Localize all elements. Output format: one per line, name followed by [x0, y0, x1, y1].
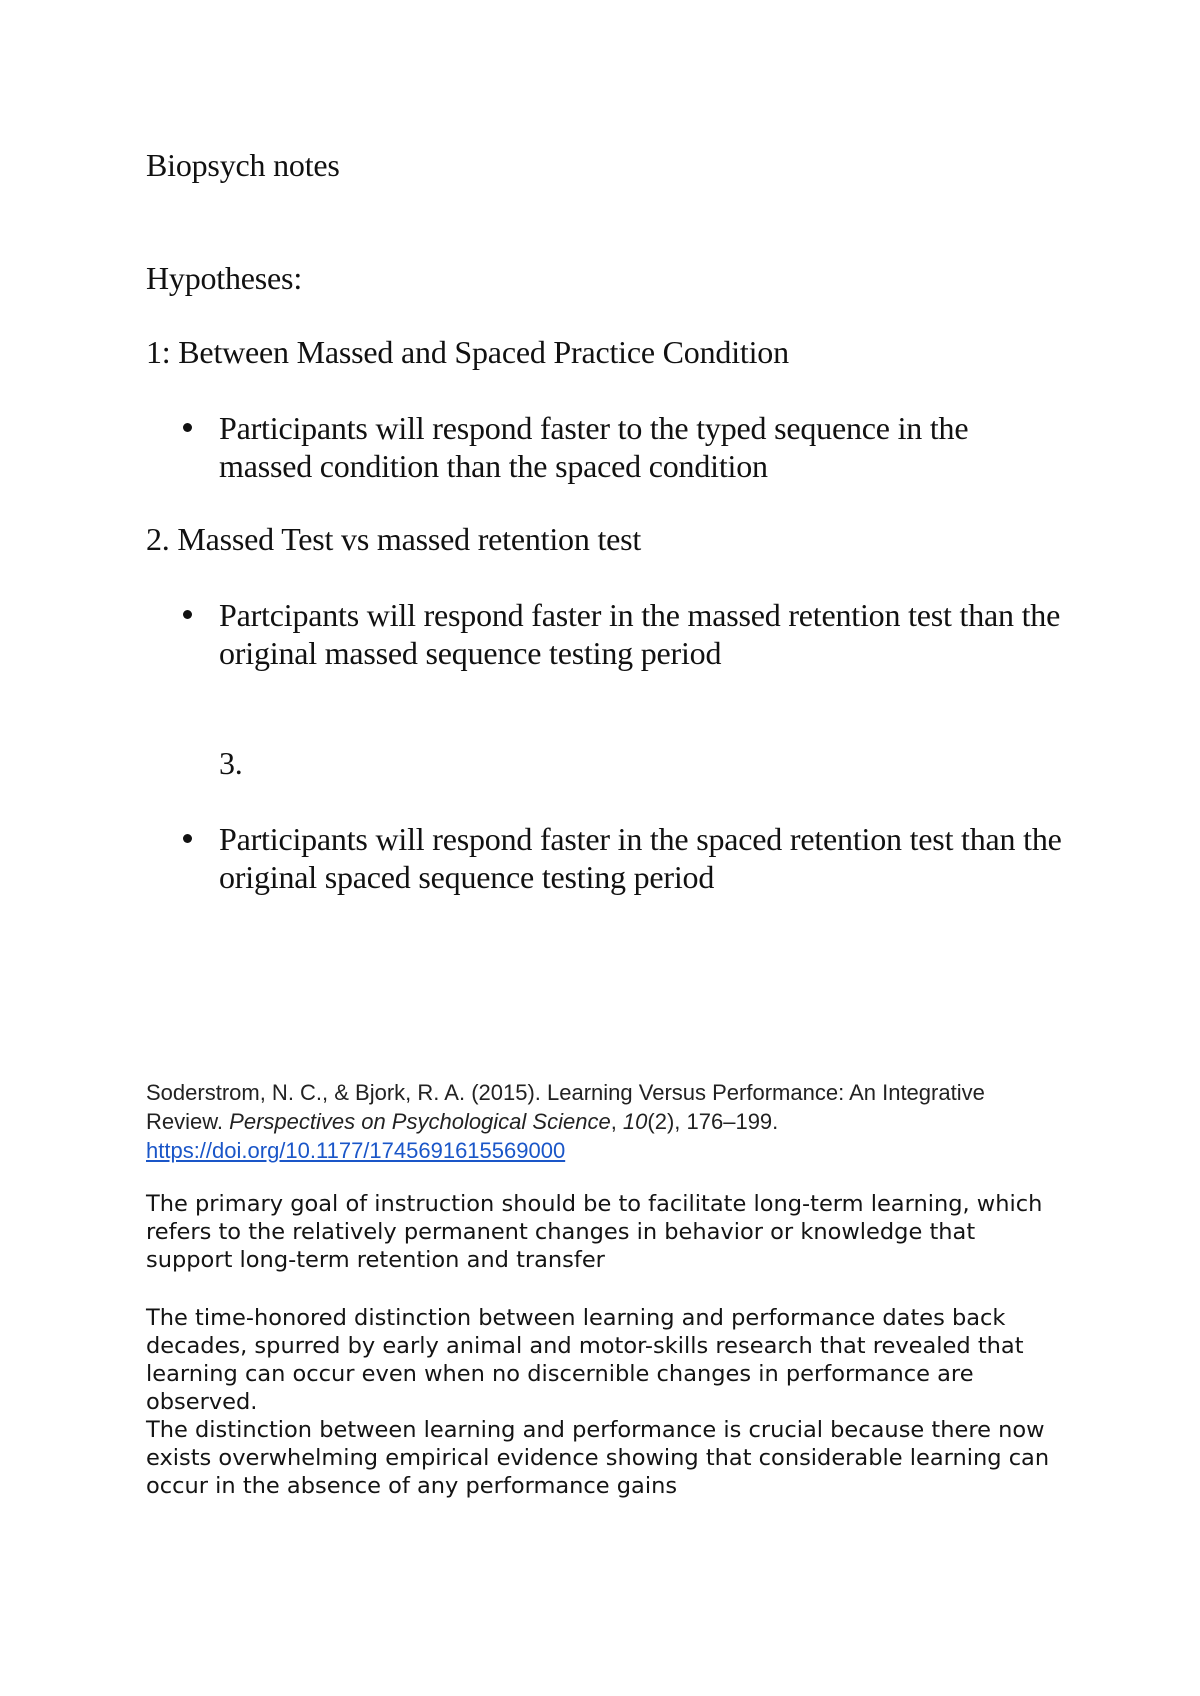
- document-title: Biopsych notes: [146, 147, 340, 183]
- hypothesis-1-bullet: [219, 409, 1069, 485]
- citation: [146, 1078, 1066, 1165]
- hypothesis-1-text: Participants will respond faster to the typed sequence in the massed condition than the spaced condition: [219, 410, 969, 484]
- hypothesis-2-heading: 2. Massed Test vs massed retention test: [146, 521, 642, 557]
- hypothesis-3-text: Participants will respond faster in the spaced retention test than the original spaced sequence testing period: [219, 821, 1062, 895]
- bullet-dot-icon: [183, 423, 192, 432]
- hypothesis-2-text: Partcipants will respond faster in the massed retention test than the original massed sequence testing period: [219, 597, 1061, 671]
- bullet-dot-icon: [183, 610, 192, 619]
- bullet-dot-icon: [183, 834, 192, 843]
- citation-separator: ,: [610, 1109, 623, 1134]
- note-paragraph-3: The distinction between learning and performance is crucial because there now exists overwhelming empirical evidence showing that considerable learning can occur in the absence of any performance gains: [146, 1417, 1050, 1499]
- citation-volume: 10: [622, 1109, 648, 1134]
- citation-authors-title: Soderstrom, N. C., & Bjork, R. A. (2015). Learning Versus Performance: An Integrative Review.: [146, 1080, 985, 1134]
- hypothesis-3-heading: 3.: [219, 745, 243, 781]
- hypothesis-3-bullet: [219, 820, 1069, 896]
- note-paragraph-1: The primary goal of instruction should be to facilitate long-term learning, which refers to the relatively permanent changes in behavior or knowledge that support long-term retention and transfer: [146, 1191, 1043, 1273]
- note-paragraph-2: The time-honored distinction between learning and performance dates back decades, spurred by early animal and motor-skills research that revealed that learning can occur even when no discernible changes in performance are observed.: [146, 1305, 1024, 1415]
- citation-journal: Perspectives on Psychological Science: [229, 1109, 611, 1134]
- citation-doi-link[interactable]: https://doi.org/10.1177/1745691615569000: [146, 1138, 566, 1163]
- hypothesis-2-bullet: [219, 596, 1069, 672]
- hypothesis-1-heading: 1: Between Massed and Spaced Practice Condition: [146, 334, 789, 370]
- hypotheses-heading: Hypotheses:: [146, 260, 303, 296]
- citation-issue-pages: (2), 176–199.: [647, 1109, 779, 1134]
